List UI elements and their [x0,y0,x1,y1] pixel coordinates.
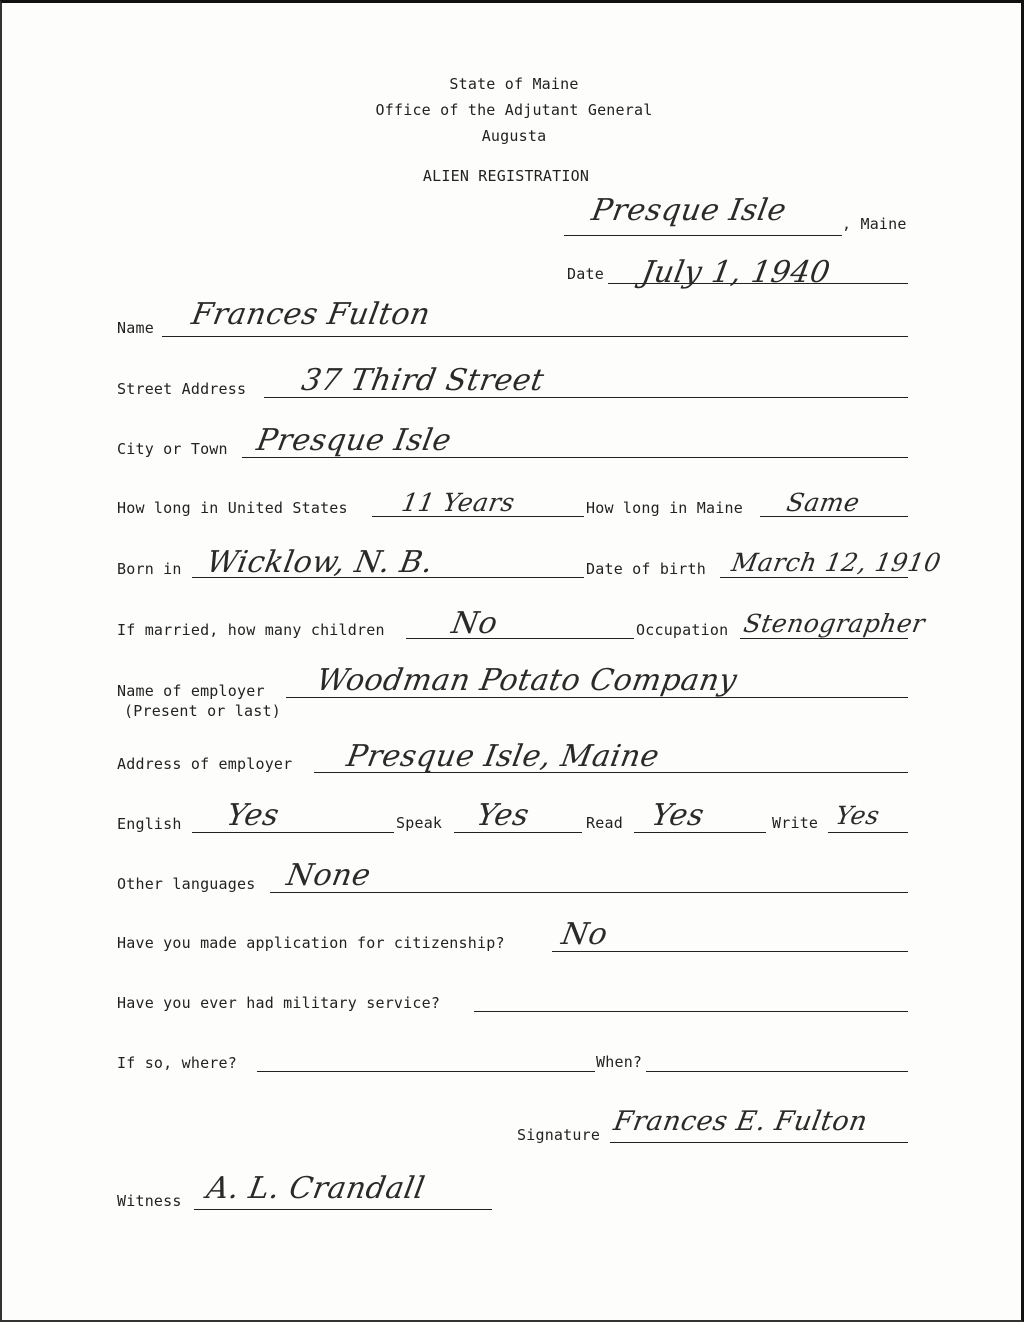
witness-label: Witness [117,1192,182,1210]
city-town-value: Presque Isle [253,423,455,458]
maine-label: , Maine [842,215,907,233]
when-label: When? [596,1053,643,1071]
write-label: Write [772,814,819,832]
signature-line [610,1142,908,1143]
header-city: Augusta [481,127,547,145]
read-value: Yes [648,798,707,833]
occupation-label: Occupation [636,621,729,639]
how-long-us-value: 11 Years [399,488,518,517]
street-label: Street Address [117,380,247,398]
when-line [646,1071,908,1072]
street-value: 37 Third Street [298,363,547,398]
signature-value: Frances E. Fulton [611,1106,871,1137]
speak-value: Yes [473,798,532,833]
born-in-label: Born in [117,560,182,578]
where-line [257,1071,595,1072]
signature-label: Signature [517,1126,601,1144]
employer-address-value: Presque Isle, Maine [343,739,663,774]
how-long-maine-label: How long in Maine [586,499,743,517]
military-label: Have you ever had military service? [117,994,441,1012]
employer-address-label: Address of employer [117,755,293,773]
town-value: Presque Isle [588,193,790,228]
witness-line [194,1209,492,1210]
form-title: ALIEN REGISTRATION [422,167,590,185]
how-long-maine-value: Same [784,488,863,517]
name-value: Frances Fulton [188,297,434,332]
born-in-value: Wicklow, N. B. [203,545,436,580]
where-label: If so, where? [117,1054,237,1072]
children-value: No [448,606,501,641]
write-line [828,832,908,833]
date-value: July 1, 1940 [638,255,834,290]
date-of-birth-value: March 12, 1910 [729,548,944,577]
date-of-birth-line [720,577,908,578]
write-value: Yes [833,801,883,830]
citizenship-value: No [558,917,611,952]
english-value: Yes [223,798,282,833]
witness-value: A. L. Crandall [203,1171,428,1206]
english-label: English [117,815,182,833]
employer-value: Woodman Potato Company [313,663,740,698]
name-label: Name [117,319,154,337]
occupation-value: Stenographer [741,609,928,638]
employer-note: (Present or last) [124,702,281,720]
occupation-line [740,638,908,639]
citizenship-label: Have you made application for citizenship? [117,934,505,952]
header-office: Office of the Adjutant General [375,101,653,119]
date-of-birth-label: Date of birth [586,560,706,578]
header-state: State of Maine [449,75,579,93]
children-label: If married, how many children [117,621,385,639]
name-line [162,336,908,337]
speak-label: Speak [396,814,443,832]
english-line [192,832,394,833]
how-long-us-label: How long in United States [117,499,348,517]
city-town-label: City or Town [117,440,228,458]
military-line [474,1011,908,1012]
other-languages-value: None [283,858,374,893]
citizenship-line [552,951,908,952]
children-line [406,638,634,639]
read-label: Read [586,814,623,832]
date-label: Date [567,265,604,283]
other-languages-label: Other languages [117,875,256,893]
town-line [564,235,842,236]
employer-label: Name of employer [117,682,265,700]
